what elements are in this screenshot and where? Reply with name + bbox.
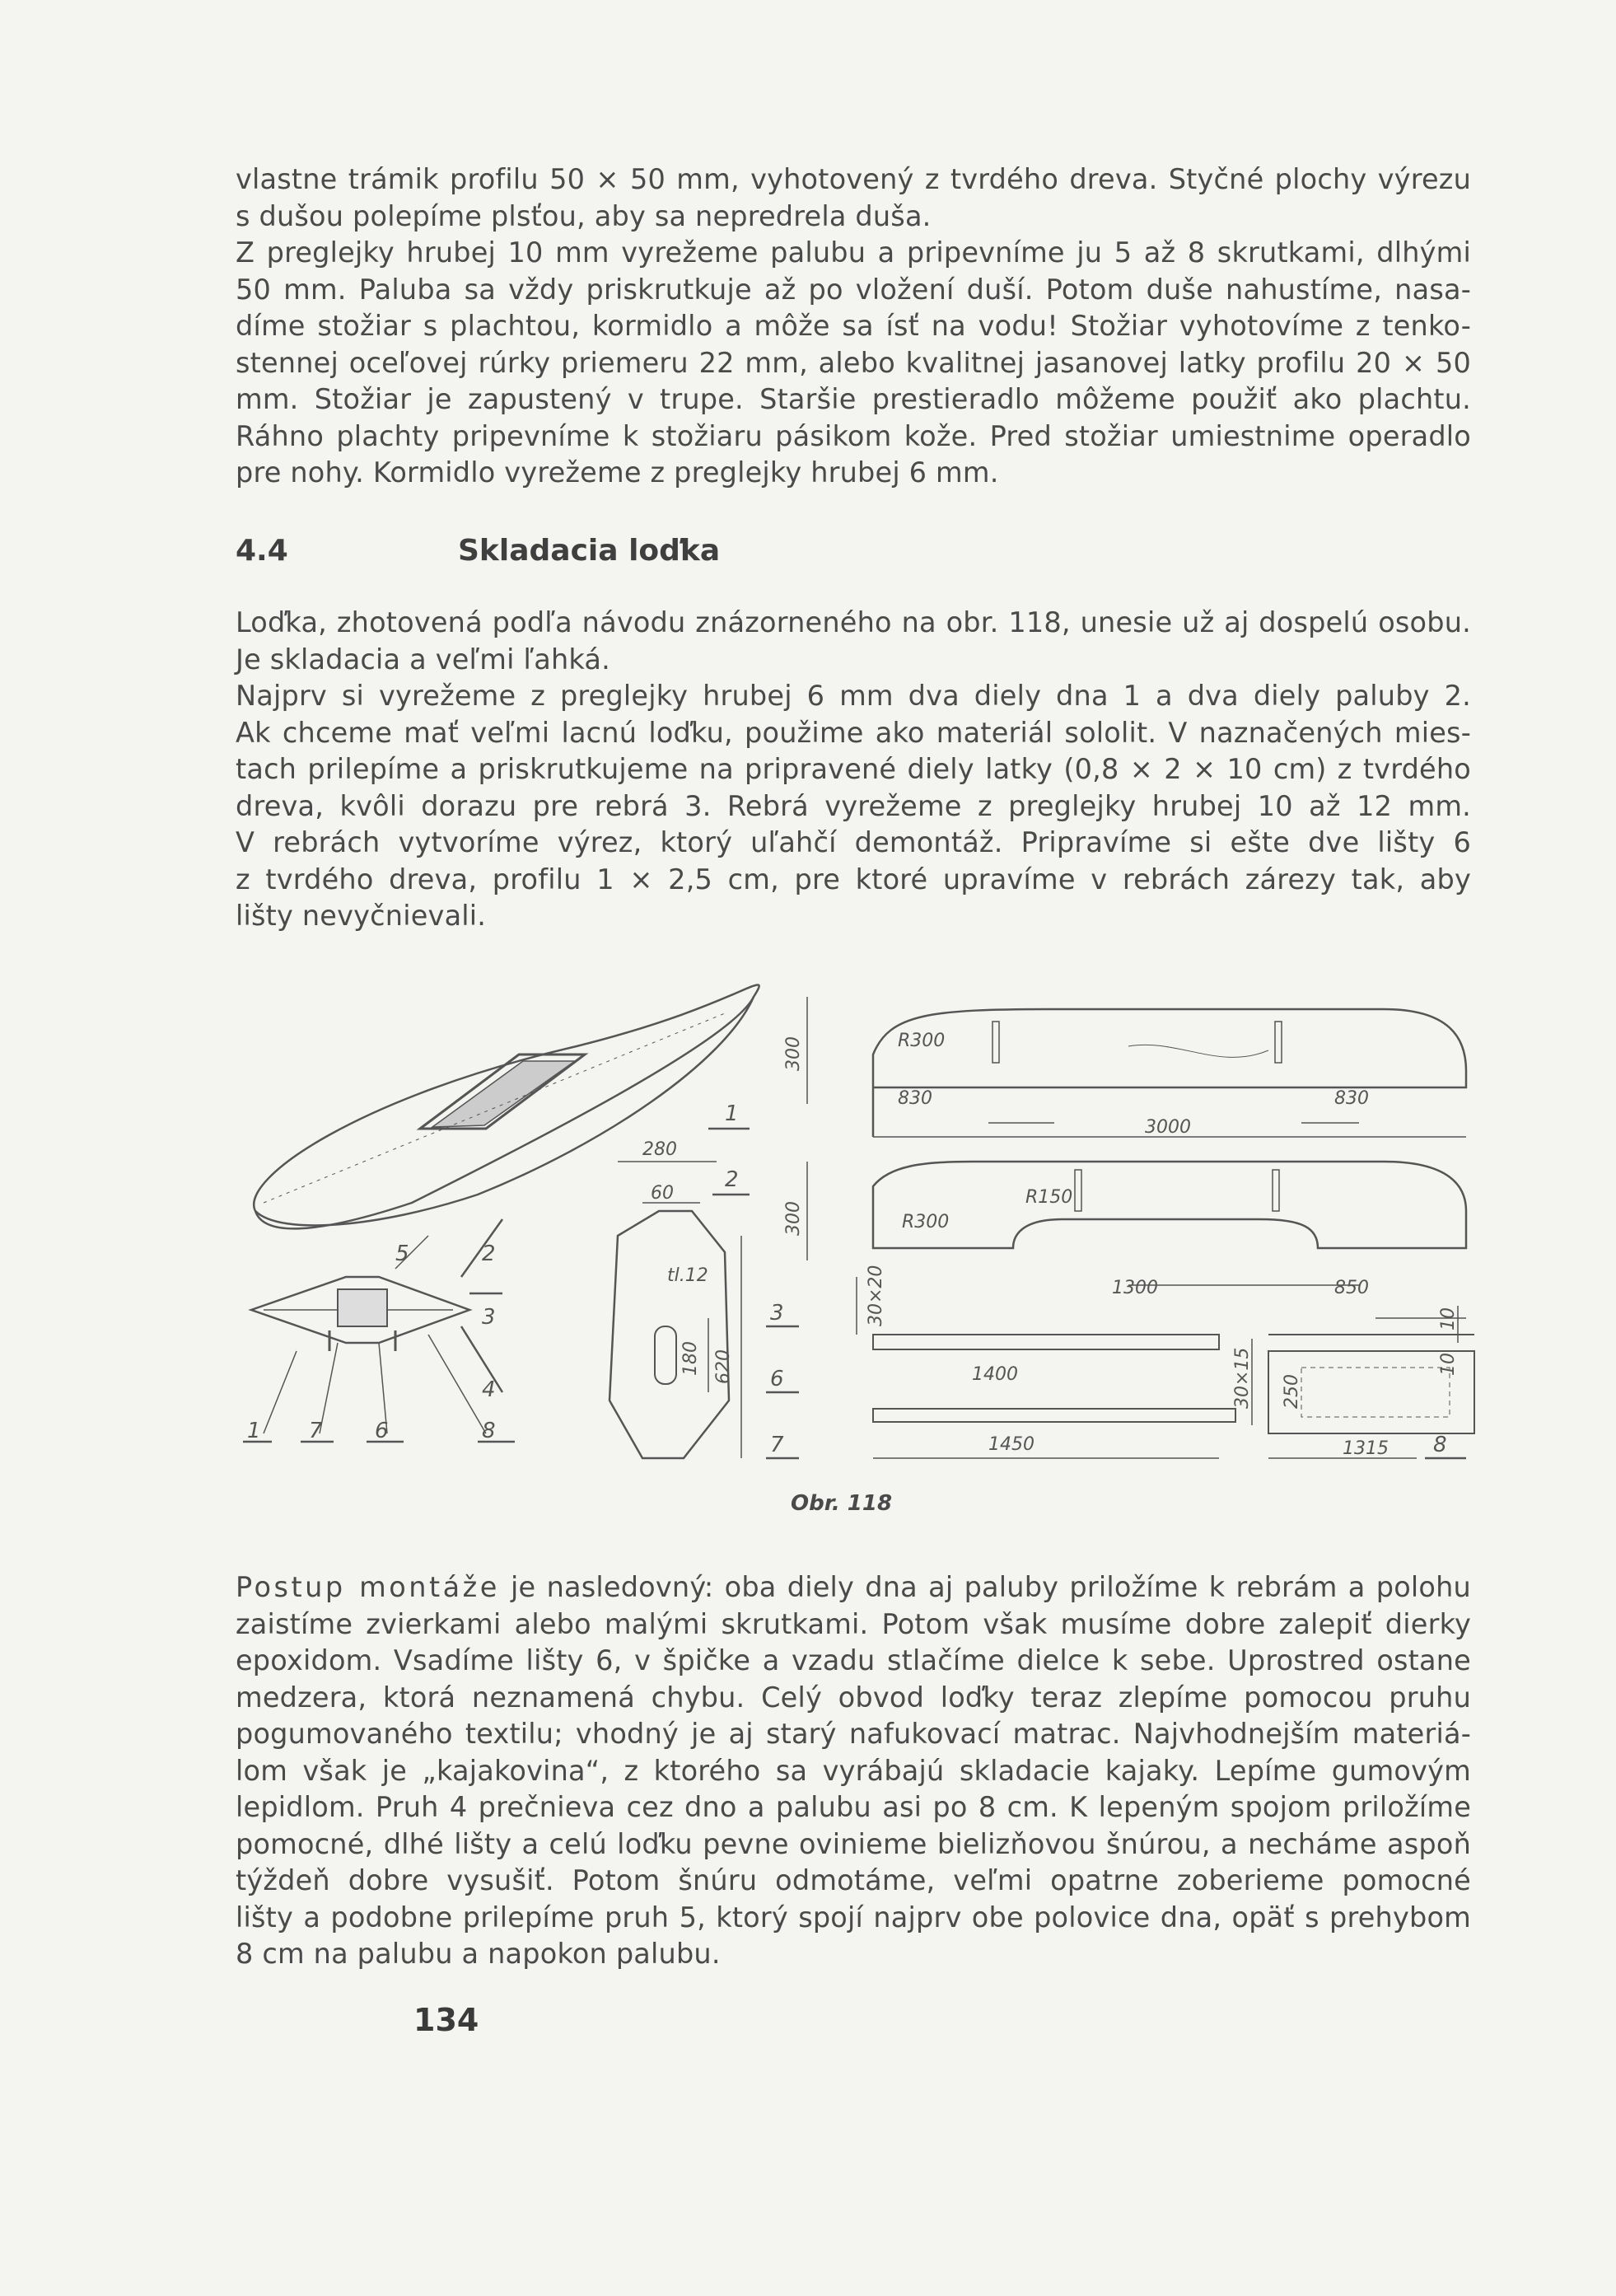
- text-line: lom však je „kajakovina“, z ktorého sa vyrábajú skladacie kajaky. Lepíme gumovým: [236, 1754, 1471, 1787]
- page-number: 134: [413, 2002, 479, 2038]
- text-line: s dušou polepíme plsťou, aby sa nepredrela duša.: [236, 199, 932, 232]
- label-1: 1: [247, 1419, 261, 1443]
- text-line: Najprv si vyrežeme z preglejky hrubej 6 mm dva diely dna 1 a dva diely paluby 2.: [236, 680, 1471, 712]
- dim-thickness-12: tl.12: [667, 1265, 708, 1286]
- label-1b: 1: [725, 1101, 739, 1126]
- label-6b: 6: [770, 1367, 784, 1391]
- label-8: 8: [482, 1419, 496, 1443]
- dim-830-right: 830: [1334, 1088, 1369, 1109]
- text-line: vlastne trámik profilu 50 × 50 mm, vyhotovený z tvrdého dreva. Styčné plochy výrezu: [236, 163, 1471, 195]
- dim-1300: 1300: [1112, 1278, 1158, 1298]
- figure-caption: Obr. 118: [791, 1491, 893, 1516]
- dim-1450: 1450: [988, 1434, 1035, 1455]
- radius-300-bottom: R300: [902, 1212, 950, 1232]
- text-line: lišty a podobne prilepíme pruh 5, ktorý spojí najprv obe polovice dna, opäť s prehybom: [236, 1901, 1471, 1934]
- paragraph-2: [236, 605, 1471, 678]
- text-line: tach prilepíme a priskrutkujeme na pripravené diely latky (0,8 × 2 × 10 cm) z tvrdého: [236, 753, 1471, 785]
- text-line: 50 mm. Paluba sa vždy priskrutkuje až po vložení duší. Potom duše nahustíme, nasa-: [236, 273, 1471, 306]
- text-line: díme stožiar s plachtou, kormidlo a môže sa ísť na vodu! Stožiar vyhotovíme z tenko-: [236, 310, 1471, 342]
- label-5: 5: [395, 1242, 409, 1266]
- dim-30x20: 30×20: [866, 1265, 886, 1326]
- batten-side: [873, 1409, 1235, 1422]
- radius-150: R150: [1025, 1187, 1073, 1208]
- dim-250: 250: [1282, 1374, 1302, 1409]
- dim-1400: 1400: [972, 1364, 1018, 1385]
- dim-300-top: 300: [783, 1036, 804, 1071]
- text-line: z tvrdého dreva, profilu 1 × 2,5 cm, pre ktoré upravíme v rebrách zárezy tak, aby: [236, 863, 1471, 895]
- dim-3000: 3000: [1145, 1117, 1191, 1138]
- text-line: 8 cm na palubu a napokon palubu.: [236, 1938, 721, 1970]
- dim-280: 280: [642, 1139, 677, 1160]
- label-3b: 3: [770, 1301, 784, 1326]
- dim-850: 850: [1334, 1278, 1369, 1298]
- label-2: 2: [482, 1242, 496, 1266]
- text-line: medzera, ktorá neznamená chybu. Celý obvod loďky teraz zlepíme pomocou pruhu: [236, 1681, 1471, 1714]
- batten-plan: [873, 1335, 1219, 1349]
- boat-figure: [231, 964, 1483, 1475]
- bottom-plan: [873, 1162, 1466, 1248]
- text-line: Z preglejky hrubej 10 mm vyrežeme palubu a pripevníme ju 5 až 8 skrutkami, dlhými: [236, 236, 1471, 269]
- dim-300-bottom: 300: [783, 1201, 804, 1236]
- text-line: pogumovaného textilu; vhodný je aj starý nafukovací matrac. Najvhodnejším materiá-: [236, 1718, 1471, 1750]
- paragraph-4: [236, 1569, 1471, 1973]
- dim-10-a: 10: [1438, 1307, 1459, 1330]
- section-title: Skladacia loďka: [458, 534, 721, 568]
- text-fragment: je nasledovný: oba diely dna aj paluby priložíme k rebrám a polohu: [499, 1571, 1471, 1603]
- section-number: 4.4: [236, 534, 288, 568]
- label-7b: 7: [770, 1433, 784, 1457]
- dim-30x15: 30×15: [1232, 1347, 1253, 1409]
- dim-620: 620: [713, 1349, 734, 1384]
- text-line: zaistíme zvierkami alebo malými skrutkami. Potom však musíme dobre zalepiť dierky: [236, 1607, 1471, 1640]
- text-line: V rebrách vytvoríme výrez, ktorý uľahčí demontáž. Pripravíme si ešte dve lišty 6: [236, 826, 1471, 858]
- text-line: pomocné, dlhé lišty a celú loďku pevne ovinieme bielizňovou šnúrou, a necháme aspoň: [236, 1827, 1471, 1860]
- text-line: pre nohy. Kormidlo vyrežeme z preglejky hrubej 6 mm.: [236, 456, 999, 489]
- label-4: 4: [482, 1377, 496, 1402]
- text-line: lišty nevyčnievali.: [236, 900, 487, 932]
- dim-1315: 1315: [1343, 1438, 1389, 1459]
- dim-60: 60: [651, 1183, 674, 1204]
- text-line: stennej oceľovej rúrky priemeru 22 mm, alebo kvalitnej jasanovej latky profilu 20 × 50: [236, 346, 1471, 379]
- text-line: mm. Stožiar je zapustený v trupe. Staršie prestieradlo môžeme použiť ako plachtu.: [236, 383, 1471, 415]
- rib-outline: [610, 1211, 729, 1458]
- label-3: 3: [482, 1305, 496, 1330]
- radius-300-top: R300: [898, 1031, 946, 1051]
- text-line: Loďka, zhotovená podľa návodu znázorneného na obr. 118, unesie už aj dospelú osobu.: [236, 606, 1471, 638]
- text-line: [236, 1569, 1471, 1606]
- text-line: Ráhno plachty pripevníme k stožiaru pásikom kože. Pred stožiar umiestnime operadlo: [236, 419, 1471, 452]
- label-7: 7: [309, 1419, 323, 1443]
- paragraph-3: [236, 678, 1471, 935]
- text-line: Ak chceme mať veľmi lacnú loďku, použime ako materiál sololit. V naznačených mies-: [236, 716, 1471, 749]
- dim-180: 180: [680, 1341, 701, 1376]
- text-line: Je skladacia a veľmi ľahká.: [236, 643, 610, 676]
- text-line: týždeň dobre vysušiť. Potom šnúru odmotáme, veľmi opatrne zoberieme pomocné: [236, 1864, 1471, 1896]
- text-line: lepidlom. Pruh 4 prečnieva cez dno a palubu asi po 8 cm. K lepeným spojom priložíme: [236, 1791, 1471, 1823]
- paragraph-1: [236, 161, 1471, 492]
- dim-10-b: 10: [1438, 1353, 1459, 1376]
- spaced-term: Postup montáže: [236, 1571, 500, 1603]
- label-8b: 8: [1433, 1433, 1447, 1457]
- text-line: epoxidom. Vsadíme lišty 6, v špičke a vzadu stlačíme dielce k sebe. Uprostred ostane: [236, 1644, 1471, 1676]
- label-6: 6: [375, 1419, 389, 1443]
- dim-830-left: 830: [898, 1088, 932, 1109]
- label-2b: 2: [725, 1167, 739, 1192]
- text-line: dreva, kvôli dorazu pre rebrá 3. Rebrá vyrežeme z preglejky hrubej 10 až 12 mm.: [236, 789, 1471, 822]
